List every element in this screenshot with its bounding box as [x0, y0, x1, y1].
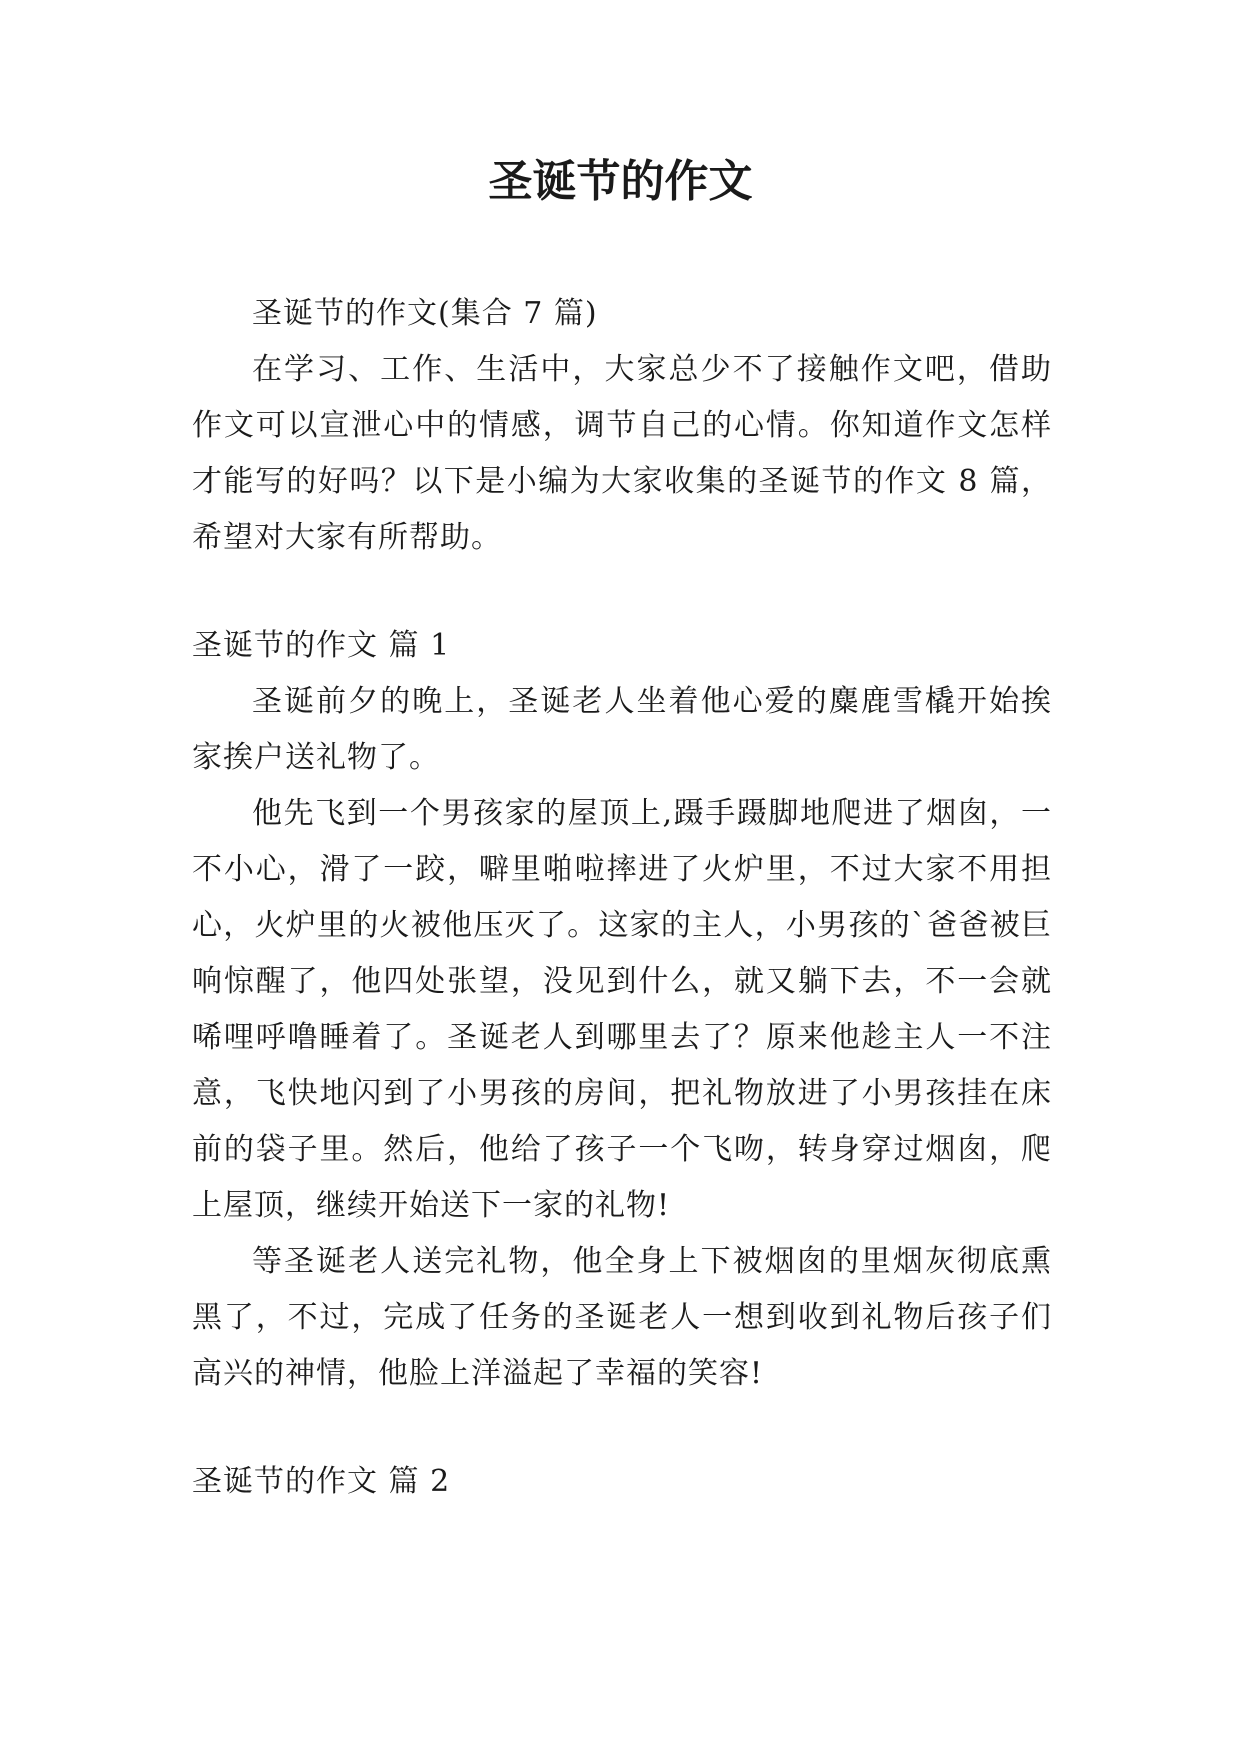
section-1-paragraph-1: 圣诞前夕的晚上，圣诞老人坐着他心爱的麋鹿雪橇开始挨家挨户送礼物了。: [192, 684, 1052, 775]
document-body: [192, 286, 1052, 1510]
section-1-paragraph-2: 他先飞到一个男孩家的屋顶上,蹑手蹑脚地爬进了烟囱，一不小心，滑了一跤，噼里啪啦摔进了火炉里，不过大家不用担心，火炉里的火被他压灭了。这家的主人，小男孩的`爸爸被巨响惊醒了，他四处张望，没见到什么，就又躺下去，不一会就唏哩呼噜睡着了。圣诞老人到哪里去了？原来他趁主人一不注意，飞快地闪到了小男孩的房间，把礼物放进了小男孩挂在床前的袋子里。然后，他给了孩子一个飞吻，转身穿过烟囱，爬上屋顶，继续开始送下一家的礼物!: [192, 796, 1052, 1223]
document-title: 圣诞节的作文: [488, 156, 753, 207]
intro-paragraph: 在学习、工作、生活中，大家总少不了接触作文吧，借助作文可以宣泄心中的情感，调节自己的心情。你知道作文怎样才能写的好吗？以下是小编为大家收集的圣诞节的作文 8 篇，希望对大家有所帮助。: [192, 352, 1052, 555]
section-heading-1: 圣诞节的作文 篇 1: [192, 628, 451, 663]
section-gap: [192, 1402, 1052, 1454]
collection-subtitle: 圣诞节的作文(集合 7 篇): [252, 296, 598, 331]
section-heading-2: 圣诞节的作文 篇 2: [192, 1464, 451, 1499]
section-gap: [192, 566, 1052, 618]
section-1-paragraph-3: 等圣诞老人送完礼物，他全身上下被烟囱的里烟灰彻底熏黑了，不过，完成了任务的圣诞老人一想到收到礼物后孩子们高兴的神情，他脸上洋溢起了幸福的笑容!: [192, 1244, 1052, 1391]
